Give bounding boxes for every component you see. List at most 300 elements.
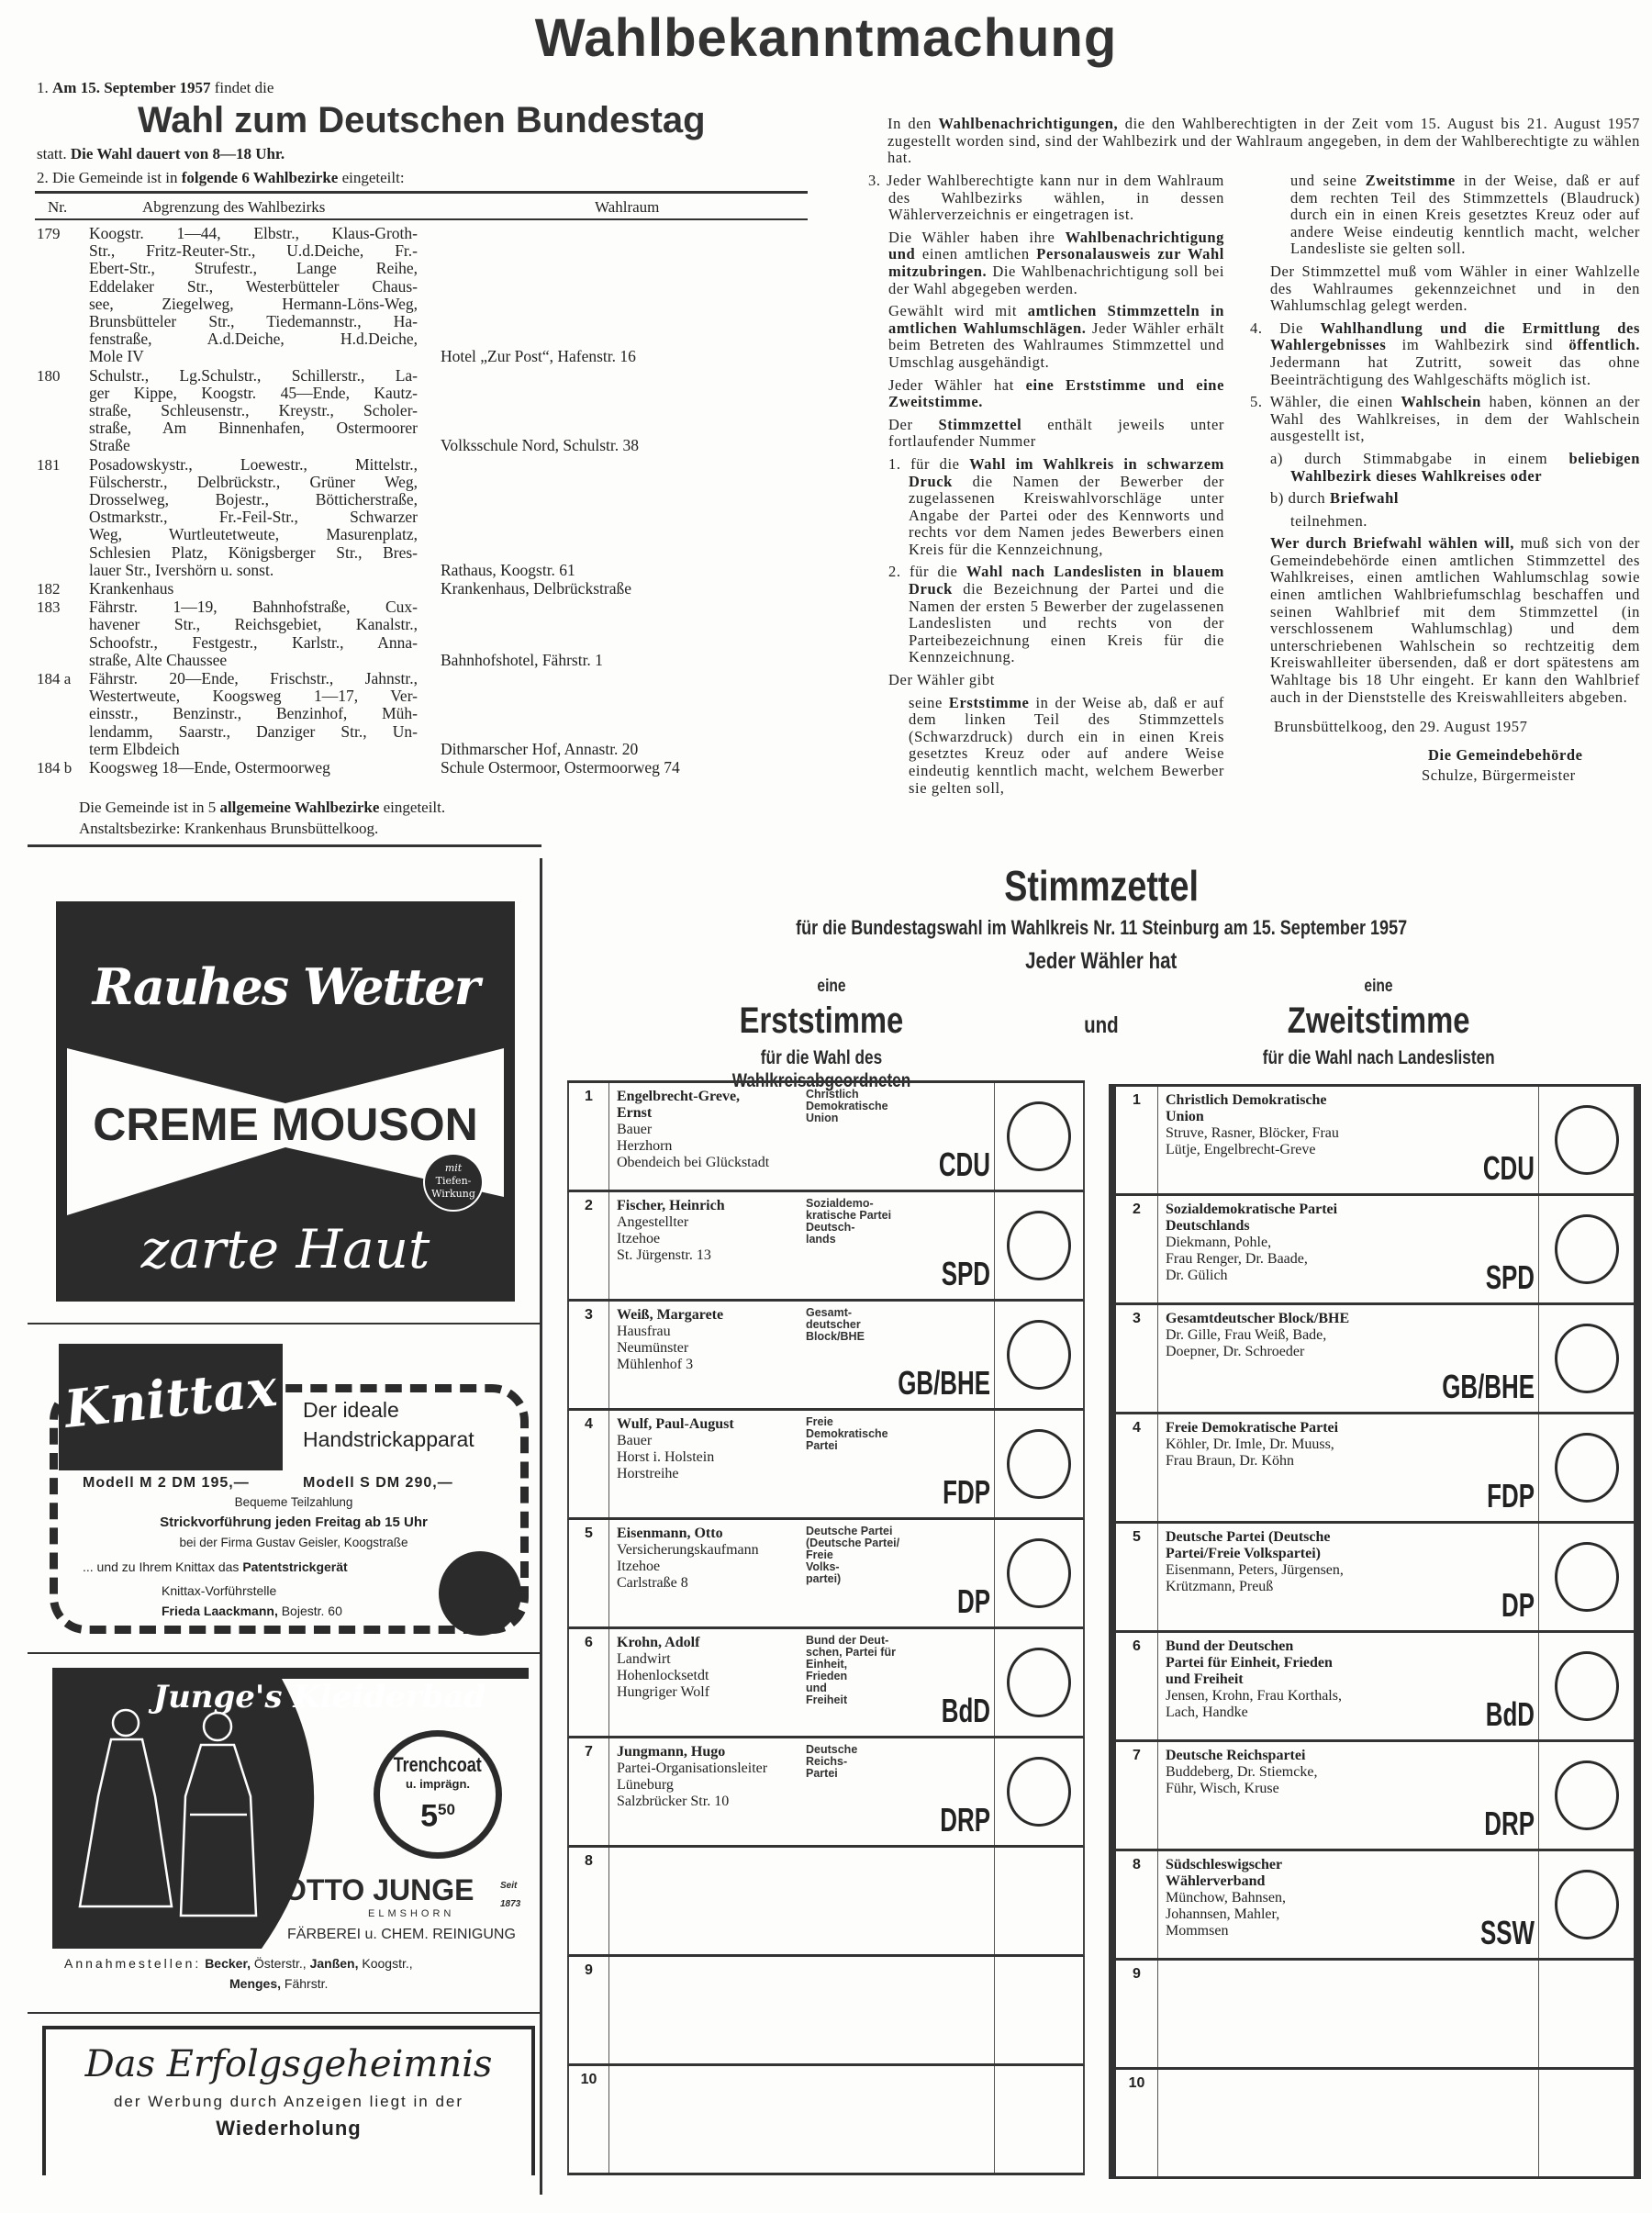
candidate-name: Eisenmann, Otto [617, 1526, 723, 1541]
bold-text: Janßen, [309, 1956, 359, 1971]
candidate-details: Landwirt Hohenlocksetdt Hungriger Wolf [617, 1651, 710, 1700]
party-name: Freie Demokratische Partei [806, 1415, 888, 1452]
party-abbreviation: CDU [1482, 1149, 1535, 1187]
badge-text: Wirkung [431, 1188, 475, 1200]
text: muß sich von der Gemeindebehörde einen amtlichen Stimmzettel des Wahlkreises, einen amtlichen Wahlumschlag sowie einen amtlichen Wahlbriefumschlag beschaffen und seinen Wahlbrief mit dem Stimmzettel (in verschlossenem Wahlumschlag) und dem unterschriebenen Wahlschein so rechtzeitig dem Kreiswahlleiter übersenden, daß er dort spätestens am Wahltage bis 18 Uhr eingeht. Er kann den Wahlbrief auch in der Dienststelle des Kreiswahlleiters abgeben. [1270, 534, 1640, 706]
district-number: 180 [37, 366, 61, 385]
bold-text: Stimmzettel [938, 415, 1022, 433]
candidate-row [567, 1957, 1085, 2066]
party-name: Deutsche Partei (Deutsche Partei/Freie Volkspartei) [1166, 1529, 1331, 1561]
badge-text: Tiefen- [435, 1175, 472, 1187]
district-boundary [89, 759, 418, 777]
table-row [28, 598, 808, 669]
page-title: Wahlbekanntmachung [534, 8, 1118, 68]
paragraph [1250, 490, 1640, 508]
vote-circle[interactable] [1007, 1538, 1071, 1608]
candidate-row [567, 1411, 1085, 1520]
signer: Schulze, Bürgermeister [1422, 766, 1576, 785]
text: 2. für die [888, 563, 966, 581]
bold-text: Frieda Laackmann, [162, 1604, 278, 1618]
price-cents: 50 [438, 1801, 455, 1818]
knittax-details [55, 1492, 532, 1553]
knittax-terms: Bequeme Teilzahlung [234, 1495, 353, 1509]
text-line: Drosselweg, Bojestr., Bötticherstraße, [89, 490, 418, 509]
text: die Bezeichnung der Partei und die Namen der ersten 5 Bewerber der zugelassenen Landeslisten und rechts von der Parteibezeichnung einen Kreis für die Kennzeichnung. [909, 580, 1224, 666]
party-name: Südschleswigscher Wählerverband [1166, 1857, 1283, 1889]
text-line: Ostmarkstr., Fr.-Feil-Str., Schwarzer [89, 508, 418, 527]
text: Der Stimmzettel muß vom Wähler in einer Wahlzelle des Wahlraumes gekennzeichnet und in den Wahlumschlag gelegt werden. [1270, 262, 1640, 315]
candidate-cell [609, 1083, 994, 1190]
district-number: 182 [37, 580, 61, 598]
party-name: Sozialdemokratische Partei Deutschlands [1166, 1202, 1338, 1234]
text: Jeder Wähler hat [888, 375, 1026, 394]
candidate-cell [609, 1520, 994, 1626]
paragraph [868, 303, 1224, 371]
text: in der Weise, daß er auf dem rechten Teil des Stimmzettels (Blaudruck) durch ein in einen Kreis gesetztes Kreuz oder auf andere Weise eindeutig kenntlich macht, welcher Landesliste sie gelten soll. [1290, 172, 1640, 258]
party-abbreviation: SPD [941, 1255, 990, 1292]
table-row [28, 580, 808, 598]
candidate-cell [609, 2066, 994, 2173]
district-number: 179 [37, 225, 61, 242]
candidate-details: Hausfrau Neumünster Mühlenhof 3 [617, 1324, 694, 1372]
party-name: Christlich Demokratische Union [1166, 1092, 1327, 1124]
paragraph [1250, 173, 1640, 258]
vote-box[interactable] [994, 1738, 1083, 1845]
party-list-row [1109, 1196, 1641, 1305]
bold-text: eine Erststimme und eine Zweitstimme. [888, 375, 1224, 411]
text: Annahmestellen: [64, 1956, 202, 1971]
party-cell [1158, 1196, 1538, 1302]
text: in der Weise ab, daß er auf dem linken Teil des Stimmzettels (Schwarzdruck) durch ein in einen Kreis gesetztes Kreuz oder auf andere Weise eindeutig kenntlich macht, welchem Bewerber sie gelten soll, [909, 693, 1224, 797]
vote-box[interactable] [1538, 1742, 1634, 1849]
junge-city: ELMSHORN [368, 1908, 455, 1919]
junge-stations [64, 1953, 413, 1994]
paragraph [868, 417, 1224, 451]
text-line: lauer Str., Ivershörn u. sonst. [89, 560, 274, 579]
ballot-title-text: Stimmzettel [1004, 862, 1199, 910]
text: die Namen der Bewerber der zugelassenen Kreiswahlvorschläge unter Angabe der Partei oder des Kennworts und rechts vor dem Namen jedes Bewerbers einen Kreis für die Kennzeichnung, [909, 472, 1224, 558]
candidate-cell [609, 1848, 994, 1954]
party-abbreviation: SSW [1479, 1914, 1535, 1951]
vote-circle[interactable] [1555, 1651, 1619, 1721]
text: ... und zu Ihrem Knittax das [83, 1559, 243, 1574]
candidate-name: Weiß, Margarete [617, 1307, 724, 1323]
vote-circle[interactable] [1007, 1429, 1071, 1499]
col-header-room: Wahlraum [595, 198, 660, 216]
second-vote-text: Zweitstimme [1287, 1000, 1470, 1041]
text-line: Fülscherstr., Delbrückstr., Grüner Weg, [89, 472, 418, 491]
row-number: 5 [1116, 1524, 1158, 1630]
text: 1. für die [888, 454, 970, 473]
party-name: Deutsche Reichs- Partei [806, 1743, 858, 1780]
party-name: Freie Demokratische Partei [1166, 1420, 1339, 1436]
text: eingeteilt. [379, 799, 446, 816]
vote-box[interactable] [1538, 1851, 1634, 1958]
party-cell [1158, 1524, 1538, 1630]
polling-place: Volksschule Nord, Schulstr. 38 [441, 436, 639, 455]
text-line: Schlesien Platz, Königsberger Str., Bres- [89, 542, 418, 562]
notice-column-right-paragraphs [1250, 173, 1640, 706]
vote-circle[interactable] [1007, 1648, 1071, 1717]
party-abbreviation: SPD [1485, 1258, 1535, 1296]
paragraph [868, 695, 1224, 798]
vote-box[interactable] [994, 1302, 1083, 1408]
row-number: 7 [1116, 1742, 1158, 1849]
text: Seit [500, 1881, 518, 1891]
text-line: Fährstr. 20—Ende, Frischstr., Jahnstr., [89, 669, 418, 688]
row-number: 4 [569, 1411, 609, 1517]
text-line: Mole IV [89, 347, 144, 366]
text: 5. Wähler, die einen [1250, 393, 1401, 411]
vote-box[interactable] [1538, 1305, 1634, 1412]
bold-text: Wahlschein [1401, 393, 1481, 411]
vote-circle[interactable] [1555, 1760, 1619, 1830]
bold-text: Zweitstimme [1365, 172, 1456, 189]
district-boundary [89, 225, 418, 366]
list-candidates: Jensen, Krohn, Frau Korthals, Lach, Handke [1166, 1688, 1342, 1720]
row-number: 7 [569, 1738, 609, 1845]
tagline-line: Der ideale [303, 1398, 399, 1422]
vote-box[interactable] [994, 1520, 1083, 1626]
candidate-row [567, 1848, 1085, 1957]
text-line: Eddelaker Str., Westerbütteler Chaus- [89, 276, 418, 296]
row-number: 10 [1116, 2070, 1158, 2176]
ballot-subtitle-text: für die Bundestagswahl im Wahlkreis Nr. 11 Steinburg am 15. September 1957 [795, 916, 1408, 939]
vote-box[interactable] [1538, 1961, 1634, 2067]
text-line: ger Kippe, Koogstr. 45—Ende, Kautz- [89, 383, 418, 402]
divider [28, 1652, 540, 1654]
table-top-rule [35, 191, 808, 194]
offer-detail: u. imprägn. [405, 1777, 471, 1791]
district-boundary [89, 367, 418, 455]
bold-text: Erststimme [948, 693, 1030, 711]
ballot-second-vote [1109, 1084, 1641, 2179]
bold-text: Wahlbenachrichtigungen, [938, 115, 1119, 132]
ballot-subtitle [642, 916, 1560, 940]
mouson-tagline-bottom: zarte Haut [140, 1218, 430, 1280]
yarn-ball-icon [439, 1551, 521, 1636]
section1-intro [37, 79, 273, 97]
text-line: lendamm, Saarstr., Danziger Str., Un- [89, 721, 418, 741]
district-number: 183 [37, 598, 61, 617]
bold-text: Patentstrickgerät [242, 1559, 348, 1574]
text: haben, können an der Wahl des Wahlkreises, in dem der Wahlschein ausgestellt ist, [1270, 393, 1640, 445]
notice-intro [867, 116, 1640, 173]
paragraph [868, 229, 1224, 297]
table-row [28, 225, 808, 366]
vote-circle[interactable] [1555, 1105, 1619, 1175]
and-label [1028, 1012, 1175, 1039]
badge-text: mit [444, 1162, 463, 1174]
text: 3. Jeder Wahlberechtigte kann nur in dem Wahlraum des Wahlbezirks wählen, in dessen Wählerverzeichnis er eingetragen ist. [868, 172, 1224, 224]
text: einen amtlichen [915, 245, 1037, 263]
candidate-row [567, 1520, 1085, 1629]
price: 5 [420, 1798, 438, 1834]
vote-circle[interactable] [1555, 1433, 1619, 1503]
paragraph [868, 672, 1224, 689]
bold-text: Wahl nach Landeslisten in blauem Druck [909, 563, 1224, 598]
text-line: Ebert-Str., Strufestr., Lange Reihe, [89, 259, 418, 278]
text: Der [888, 415, 939, 433]
party-list-row [1109, 2070, 1641, 2179]
junge-title: Junge's Kleiderbad [153, 1679, 486, 1716]
party-list-row [1109, 1633, 1641, 1742]
and-text: und [1084, 1012, 1119, 1038]
bold-text: folgende 6 Wahlbezirke [181, 169, 339, 186]
text: statt. [37, 145, 71, 162]
candidate-cell [609, 1411, 994, 1517]
party-list-row [1109, 1851, 1641, 1961]
bold-text: Wahlhandlung und die Ermittlung des Wahlergebnisses [1270, 319, 1640, 354]
junge-since [500, 1877, 520, 1914]
party-cell [1158, 1961, 1538, 2067]
party-list-row [1109, 1524, 1641, 1633]
candidate-details: Partei-Organisationsleiter Lüneburg Salzbrücker Str. 10 [617, 1760, 768, 1809]
text-line: see, Ziegelweg, Hermann-Löns-Weg, [89, 294, 418, 313]
party-abbreviation: CDU [938, 1146, 990, 1183]
paragraph [868, 564, 1224, 666]
row-number: 10 [569, 2066, 609, 2173]
bold-text: Becker, [205, 1956, 251, 1971]
bold-text: allgemeine Wahlbezirke [219, 799, 380, 816]
text-line: term Elbdeich [89, 739, 180, 758]
text: Fährstr. [281, 1976, 329, 1991]
knittax-model-1: Modell M 2 DM 195,— [83, 1475, 250, 1491]
bold-text: Personalausweis zur Wahl mitzubringen. [888, 245, 1224, 280]
party-name: Deutsche Reichspartei [1166, 1748, 1306, 1763]
row-number: 1 [1116, 1087, 1158, 1193]
text: 1. [37, 79, 52, 96]
vote-box[interactable] [994, 1957, 1083, 2063]
text-line: Str., Fritz-Reuter-Str., U.d.Deiche, Fr.- [89, 241, 418, 261]
text: b) durch [1270, 489, 1330, 508]
divider [28, 2012, 540, 2014]
candidate-row [567, 1738, 1085, 1848]
candidate-details: Versicherungskaufmann Itzehoe Carlstraße 8 [617, 1542, 759, 1591]
divider [28, 1323, 540, 1324]
candidate-name: Jungmann, Hugo [617, 1744, 726, 1760]
election-headline: Wahl zum Deutschen Bundestag [138, 100, 706, 140]
text: Der Wähler gibt [888, 671, 995, 689]
district-boundary [89, 456, 418, 579]
polling-place: Krankenhaus, Delbrückstraße [441, 579, 631, 598]
ballot-lead [918, 948, 1285, 975]
text-line: Brunsbütteler Str., Tiedemannstr., Ha- [89, 312, 418, 331]
paragraph [868, 173, 1224, 224]
ballot-eine-right [1287, 977, 1470, 997]
authority: Die Gemeindebehörde [1428, 745, 1583, 764]
section1-after [37, 145, 285, 163]
knittax-extra [83, 1559, 348, 1575]
candidate-cell [609, 1302, 994, 1408]
party-list-row [1109, 1305, 1641, 1414]
district-boundary [89, 598, 418, 669]
knittax-demo: Strickvorführung jeden Freitag ab 15 Uhr [160, 1514, 428, 1530]
vote-box[interactable] [1538, 1633, 1634, 1739]
divider [28, 844, 541, 847]
text-line: Westertweute, Koogsweg 1—17, Ver- [89, 687, 418, 706]
text: im Wahlbezirk sind [1386, 336, 1569, 354]
bold-text: Menges, [229, 1976, 282, 1991]
text-line: Straße [89, 436, 130, 455]
vote-box[interactable] [994, 2066, 1083, 2173]
row-number: 2 [569, 1192, 609, 1299]
text-line: Fährstr. 1—19, Bahnhofstraße, Cux- [89, 598, 418, 617]
party-abbreviation: GB/BHE [1442, 1368, 1535, 1405]
knittax-tagline [303, 1395, 474, 1454]
vote-box[interactable] [994, 1411, 1083, 1517]
vote-box[interactable] [994, 1192, 1083, 1299]
junge-service: FÄRBEREI u. CHEM. REINIGUNG [287, 1927, 516, 1942]
text-line: Koogstr. 1—44, Elbstr., Klaus-Groth- [89, 224, 418, 242]
vote-circle[interactable] [1555, 1542, 1619, 1612]
vote-box[interactable] [1538, 1087, 1634, 1193]
candidate-row [567, 1192, 1085, 1302]
party-abbreviation: BdD [1485, 1695, 1535, 1733]
vote-circle[interactable] [1007, 1757, 1071, 1827]
vote-box[interactable] [1538, 1414, 1634, 1521]
row-number: 6 [1116, 1633, 1158, 1739]
district-boundary [89, 580, 418, 598]
candidate-row [567, 1629, 1085, 1738]
first-vote-text: Erststimme [739, 1000, 904, 1041]
vote-circle[interactable] [1555, 1324, 1619, 1393]
row-number: 5 [569, 1520, 609, 1626]
party-list-row [1109, 1742, 1641, 1851]
ad-erfolgsgeheimnis [42, 2026, 535, 2175]
text: enthält jeweils unter fortlaufender Nummer [888, 415, 1224, 451]
row-number: 1 [569, 1083, 609, 1190]
col-header-nr: Nr. [48, 198, 68, 216]
candidate-name: Fischer, Heinrich [617, 1198, 725, 1213]
vote-box[interactable] [994, 1848, 1083, 1954]
table-row [28, 367, 808, 455]
party-abbreviation: DP [956, 1582, 990, 1620]
row-number: 6 [569, 1629, 609, 1736]
bold-text: beliebigen Wahlbezirk dieses Wahlkreises oder [1290, 449, 1640, 485]
list-candidates: Köhler, Dr. Imle, Dr. Muuss, Frau Braun, Dr. Köhn [1166, 1436, 1334, 1469]
text: teilnehmen. [1290, 511, 1368, 530]
vote-box[interactable] [1538, 1524, 1634, 1630]
party-cell [1158, 1851, 1538, 1958]
party-abbreviation: GB/BHE [898, 1364, 990, 1402]
party-name: Bund der Deut- schen, Partei für Einheit, Frieden und Freiheit [806, 1634, 896, 1706]
paragraph [1250, 394, 1640, 445]
erfolg-title: Das Erfolgsgeheimnis [84, 2043, 493, 2085]
ballot-eine-left [740, 977, 923, 997]
party-cell [1158, 1742, 1538, 1849]
party-cell [1158, 2070, 1538, 2176]
vote-box[interactable] [994, 1629, 1083, 1736]
notice-column-middle [868, 173, 1224, 802]
row-number: 3 [569, 1302, 609, 1408]
list-candidates: Dr. Gille, Frau Weiß, Bade, Doepner, Dr. Schroeder [1166, 1327, 1327, 1359]
district-number: 184 b [37, 759, 73, 777]
candidate-row [567, 2066, 1085, 2175]
section2-intro [37, 169, 405, 187]
table-row [28, 670, 808, 758]
text-line: straße, Alte Chaussee [89, 650, 228, 669]
eine-text: eine [817, 977, 846, 996]
text-line: fenstraße, A.d.Deiche, H.d.Deiche, [89, 330, 418, 349]
table-header-rule [35, 218, 808, 220]
tagline-line: Handstrickapparat [303, 1427, 474, 1451]
vote-box[interactable] [994, 1083, 1083, 1190]
row-number: 8 [1116, 1851, 1158, 1958]
list-candidates: Struve, Rasner, Blöcker, Frau Lütje, Engelbrecht-Greve [1166, 1125, 1339, 1157]
bold-text: Wer durch Briefwahl wählen will, [1270, 534, 1514, 553]
table-footer-institutions: Anstaltsbezirke: Krankenhaus Brunsbüttelkoog. [79, 820, 379, 837]
paragraph [1250, 263, 1640, 315]
candidate-name: Engelbrecht-Greve, Ernst [617, 1089, 741, 1121]
text: 1873 [500, 1899, 521, 1909]
party-name: Bund der Deutschen Partei für Einheit, Frieden und Freiheit [1166, 1638, 1333, 1687]
candidate-name: Wulf, Paul-August [617, 1416, 734, 1432]
second-vote-heading [1232, 1000, 1525, 1042]
party-abbreviation: DRP [1484, 1805, 1535, 1842]
party-abbreviation: DP [1501, 1586, 1535, 1624]
text: Jedermann hat Zutritt, soweit das ohne Beeinträchtigung des Wahlgeschäfts möglich ist. [1270, 352, 1640, 388]
text: Die Gemeinde ist in 5 [79, 799, 220, 816]
party-list-row [1109, 1961, 1641, 2070]
party-list-row [1109, 1414, 1641, 1524]
party-list-row [1109, 1087, 1641, 1196]
party-abbreviation: FDP [943, 1473, 990, 1511]
row-number: 9 [1116, 1961, 1158, 2067]
vote-circle[interactable] [1555, 1870, 1619, 1939]
bold-text: Wahlbenachrichtigung und [888, 228, 1224, 263]
vote-circle[interactable] [1555, 1214, 1619, 1284]
row-number: 9 [569, 1957, 609, 2063]
candidate-details: Angestellter Itzehoe St. Jürgenstr. 13 [617, 1214, 711, 1263]
party-name: Gesamtdeutscher Block/BHE [1166, 1311, 1350, 1326]
second-vote-sub [1195, 1046, 1562, 1069]
vote-circle[interactable] [1007, 1211, 1071, 1280]
coat-figures-icon [80, 1710, 256, 1916]
polling-place: Hotel „Zur Post“, Hafenstr. 16 [441, 347, 636, 366]
table-row [28, 456, 808, 579]
text-line: straße, Schleusenstr., Kreystr., Scholer- [89, 401, 418, 420]
ad-junge [52, 1668, 529, 1949]
district-number: 181 [37, 455, 61, 474]
candidate-cell [609, 1738, 994, 1845]
candidate-details: Bauer Herzhorn Obendeich bei Glückstadt [617, 1122, 770, 1170]
notice-column-right [1250, 173, 1640, 785]
polling-place: Bahnhofshotel, Fährstr. 1 [441, 650, 603, 669]
vote-circle[interactable] [1007, 1101, 1071, 1171]
vote-box[interactable] [1538, 1196, 1634, 1302]
ballot-lead-text: Jeder Wähler hat [1025, 948, 1178, 974]
ad-creme-mouson [56, 901, 515, 1302]
vote-box[interactable] [1538, 2070, 1634, 2176]
text: seine [909, 693, 949, 711]
vote-circle[interactable] [1007, 1320, 1071, 1390]
district-table [28, 225, 808, 777]
text: Die Wahlbenachrichtigung soll bei der Wahl abgegeben werden. [888, 262, 1224, 297]
row-number: 4 [1116, 1414, 1158, 1521]
candidate-cell [609, 1957, 994, 2063]
junge-brand: OTTO JUNGE [284, 1873, 474, 1906]
text: eingeteilt: [338, 169, 405, 186]
bold-text: Briefwahl [1329, 489, 1400, 508]
text-line: Schulstr., Lg.Schulstr., Schillerstr., La- [89, 365, 418, 385]
candidate-row [567, 1302, 1085, 1411]
text: und seine [1290, 172, 1366, 189]
knittax-logo: Knittax [61, 1358, 280, 1440]
ballot-title [826, 861, 1377, 911]
party-name: Deutsche Partei (Deutsche Partei/ Freie Volks- partei) [806, 1525, 900, 1585]
text-line: Weg, Wurtleutetweute, Masurenplatz, [89, 525, 418, 544]
